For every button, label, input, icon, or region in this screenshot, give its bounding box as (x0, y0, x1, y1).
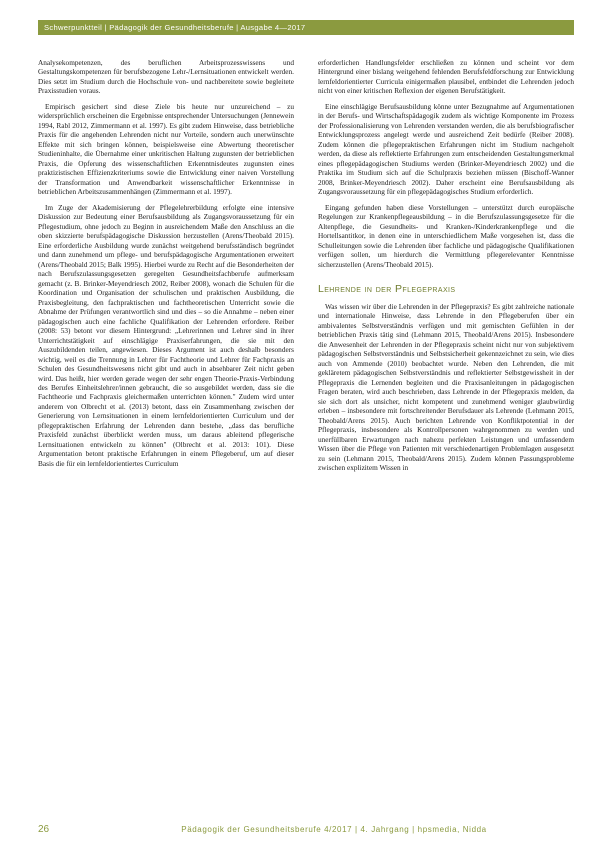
footer-citation: Pädagogik der Gesundheitsberufe 4/2017 | 4. Jahrgang | hpsmedia, Nidda (181, 825, 487, 834)
paragraph: erforderlichen Handlungsfelder erschließen zu können und scheint vor dem Hintergrund einer bislang weitgehend fehlenden Berufsfeldforschung zur Entwicklung lernfeldorientierter Curricula einigermaßen plausibel, entbindet die Lehrenden jedoch nicht von einer kritischen Reflexion der eigenen Berufstätigkeit. (318, 58, 574, 96)
paragraph: Eingang gefunden haben diese Vorstellungen – unterstützt durch europäische Regelungen zur Krankenpflegeausbildung – in die Berufszulassungsgesetze für die Altenpflege, die Gesundheits- und Kranken-/Kinderkrankenpflege und die Hortellsantitkor, in denen eine in unterschiedlichem Maße vorgesehen ist, dass die Schulleitungen sowie die Lehrenden über fachliche und pädagogische Qualifikationen verfügen sollen, um hierdurch die Vermittlung pflegerelevanter Kenntnisse sicherzustellen (Arens/Theobald 2015). (318, 202, 574, 269)
page-footer (38, 824, 574, 835)
running-head (38, 20, 574, 35)
paragraph: Im Zuge der Akademisierung der Pflegelehrerbildung erfolgte eine intensive Diskussion zur Bedeutung einer Berufsausbildung als Zugangsvoraussetzung für ein Pflegestudium, ohne jedoch zu Beginn in ausreichendem Maße den Anschluss an die oben skizzierte berufspädagogische Diskussion herzustellen (Arens/Theobald 2015). Eine erforderliche Ausbildung wurde zunächst weitgehend berufsständisch begründet und dann zunehmend um pflege- und berufspädagogische Argumentationen erweitert (Arens/Theobald 2015; Balk 1995). Hierbei wurde zu Recht auf die Besonderheiten der nach Berufszulassungsgesetzen geregelten Gesundheitsfachberufe aufmerksam gemacht (z. B. Brinker-Meyendriesch 2002, Reiber 2008), wonach die Schulen für die Koordination und Organisation der schulischen und praktischen Ausbildung, die Praxisbegleitung, den fachpraktischen und fachtheoretischen Unterricht sowie die Abnahme der Prüfungen verantwortlich sind und dies – so die Annahme – neben einer pädagogischen auch eine fachliche Qualifikation der Lehrenden erfordere. Reiber (2008: 53) betont vor diesem Hintergrund: „Lehrerinnen und Lehrer sind in ihrer Unterrichtstätigkeit auf einschlägige Praxiserfahrungen, die sie mit den Auszubildenden teilen, angewiesen. Dieses Argument ist auch deshalb besonders wichtig, weil es die Trennung in Lehrer für Fachtheorie und Lehrer für Fachpraxis an Schulen des Gesundheitswesens nicht gibt und auch in absehbarer Zeit nicht geben wird. Das heißt, hier werden gerade wegen der sehr engen Theorie-Praxis-Verbindung des Berufes Einheitslehrer/innen gebraucht, die so ausgebildet werden, dass sie die Fachtheorie und Fachpraxis gleichermaßen unterrichten können." Zudem wird unter anderem von Olbrecht et al. (2013) betont, dass ein Zusammenhang zwischen der Generierung von Lernsituationen in einem lernfeldorientierten Curriculum und der pflegepraktischen Erfahrung der Lehrenden dann bestehe, „dass das berufliche Praxisfeld zunächst überblickt werden muss, um daraus ableitend pflegerische Lernsituationen entwickeln zu können" (Olbrecht et al. 2013: 101). Diese Argumentation betont praktische Erfahrungen in einem Pflegeberuf, um auf dieser Basis die für ein lernfeldorientiertes Curriculum (38, 202, 294, 468)
section-heading: Lehrende in der Pflegepraxis (318, 283, 456, 296)
running-head-text: Schwerpunktteil | Pädagogik der Gesundheitsberufe | Ausgabe 4—2017 (44, 23, 306, 32)
left-column (38, 58, 294, 798)
two-column-body (38, 58, 574, 798)
right-column (318, 58, 574, 798)
paragraph: Was wissen wir über die Lehrenden in der Pflegepraxis? Es gibt zahlreiche nationale und internationale Hinweise, dass Lehrende in den Pflegeberufen über ein ambivalentes Selbstverständnis verfügen und mit gemischten Gefühlen in der betrieblichen Praxis tätig sind (Lehmann 2015, Theobald/Arens 2015). Insbesondere die Anwesenheit der Lehrenden in der Pflegepraxis scheint nicht nur von subjektivem pädagogischen Selbstverständnis und Selbstsicherheit gekennzeichnet zu sein, wie dies auch von Ammende (2010) beobachtet wurde. Neben den Lehrenden, die mit gekläretem pädagogischen Selbstverständnis und reflektierter Selbstgewissheit in der Pflegepraxis die Lernenden begleiten und die Praxisanleitungen in pädagogischen Fragen beraten, wird auch beschrieben, dass Lehrende in der Pflegepraxis melden, da sie sich dort als unsicher, nicht kompetent und zunehmend weniger glaubwürdig erleben – insbesondere mit fortschreitender Berufsdauer als Lehrende (Lehmann 2015, Theobald/Arens 2015). Auch berichten Lehrende von Konfliktpotential in der Pflegepraxis, insbesondere als Kontrollpersonen wahrgenommen zu werden und unerfüllbaren Erwartungen nach nahezu perfekten Leistungen und umfassendem Wissen über die Pflege von Patienten mit verschiedenartigen Problemlagen ausgesetzt zu sein (Lehmann 2015, Theobald/Arens 2015). Zudem können Passungsprobleme zwischen explizitem Wissen in (318, 301, 574, 472)
paragraph: Empirisch gesichert sind diese Ziele bis heute nur unzureichend – zu widersprüchlich erscheinen die Ergebnisse entsprechender Untersuchungen (Jennewein 1994, Rabl 2012, Zimmermann et al. 1997). Es gibt zudem Hinweise, dass betriebliche Praxis für die angehenden Lehrenden nicht nur Vorteile, sondern auch unerwünschte Effekte mit sich bringen können, beispielsweise eine Abwertung theoretischer Studieninhalte, die Übernahme einer unkritischen Haltung zugunsten der betrieblichen Praxis, die Opferung des wissenschaftlichen Erkenntnisdeutes zugunsten eines praktizistischen Effizienzkriteriums sowie die Entwicklung einer naiven Vorstellung der Transformation und Anwendbarkeit wissenschaftlicher Erkenntnisse in betrieblichen Arbeitszusammenhängen (Zimmermann et al. 1997). (38, 101, 294, 197)
paragraph: Analysekompetenzen, des beruflichen Arbeitsprozesswissens und Gestaltungskompetenzen für berufsbezogene Lehr-/Lernsituationen entwickelt werden. Dies setzt im Studium durch die Hochschule von- und nachbereitete sowie begleitete Praxisstudien voraus. (38, 58, 294, 96)
paragraph: Eine einschlägige Berufsausbildung könne unter Bezugnahme auf Argumentationen in der Berufs- und Wirtschaftspädagogik zudem als wichtige Komponente im Prozess der Professionalisierung von Lehrenden verstanden werden, die als berufsbiografischer Entwicklungsprozess angelegt werde und ausreichend Zeit bedürfe (Reiber 2008). Zudem können die pflegepraktischen Erfahrungen nicht im Studium nachgeholt werden, da diese als reflektierte Erfahrungen zum entscheidenden Gestaltungsmerkmal eines pflegepädagogischen Studiums werden (Brinker-Meyendriesch 2002) und die Praktika im Studium sich auf die Schulpraxis beziehen müssen (Bischoff-Wanner 2008, Brinker-Meyendriesch 2002). Daher erscheint eine Berufsausbildung als Zugangsvoraussetzung für ein pflegepädagogisches Studium erforderlich. (318, 101, 574, 197)
page-number: 26 (38, 824, 50, 835)
